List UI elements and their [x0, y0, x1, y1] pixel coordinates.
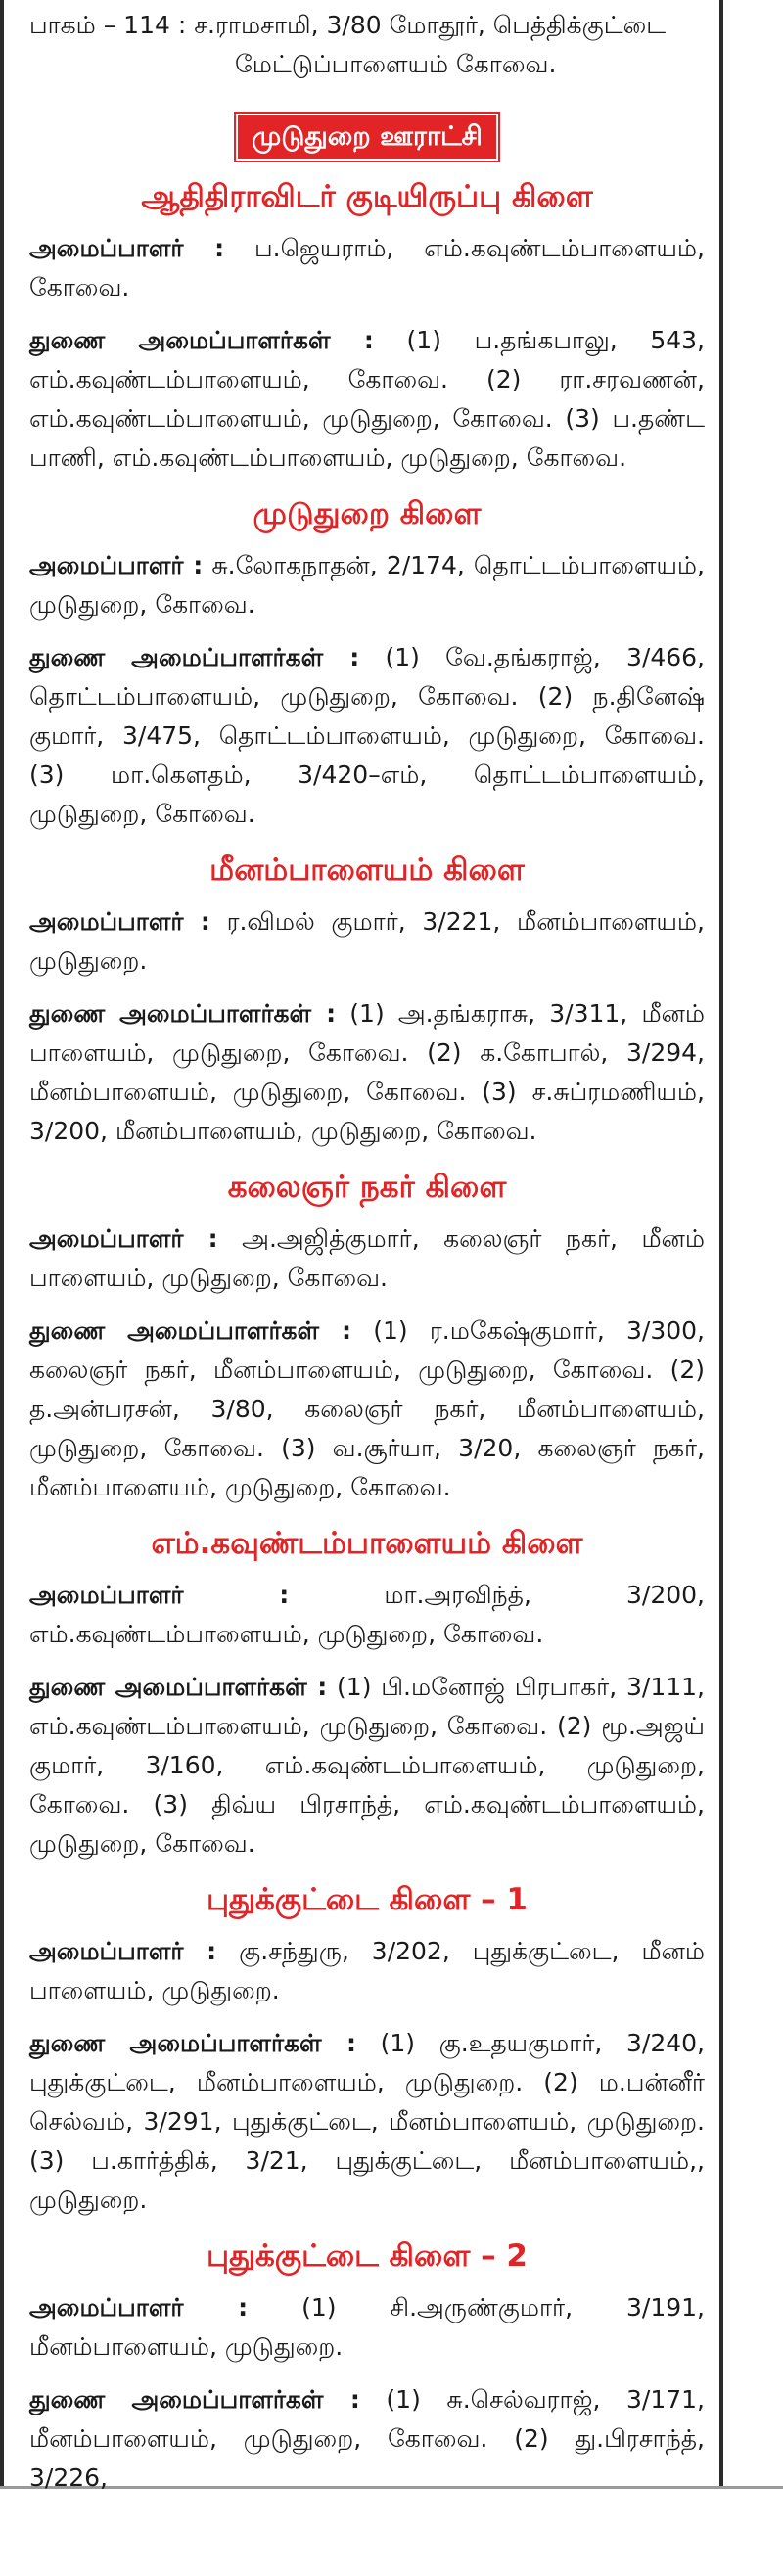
deputy-text: (1) அ.தங்கராசு, 3/311, மீனம் பாளையம், முடுதுறை, கோவை. (2) க.கோபால், 3/294, மீனம்பாளையம், முடுதுறை, கோவை. (3) ச.சுப்ரமணியம், 3/200, மீனம்பாளையம், முடுதுறை, கோவை.	[29, 999, 705, 1145]
branch-title: எம்.கவுண்டம்பாளையம் கிளை	[151, 1526, 583, 1561]
president-label: அமைப்பாளர் :	[29, 907, 210, 936]
left-column-rule	[0, 0, 4, 2486]
branch-title: கலைஞர் நகர் கிளை	[227, 1170, 507, 1205]
branch-title: ஆதிதிராவிடர் குடியிருப்பு கிளை	[141, 179, 593, 214]
branch-block	[29, 491, 705, 834]
branch-title: புதுக்குட்டை கிளை – 1	[207, 1882, 528, 1917]
president-label: அமைப்பாளர் :	[29, 234, 225, 262]
president-label: அமைப்பாளர் :	[29, 1937, 217, 1965]
president-text: கு.சந்துரு, 3/202, புதுக்குட்டை, மீனம் பாளையம், முடுதுறை.	[29, 1937, 705, 2004]
branch-block	[29, 2233, 705, 2498]
deputy-line	[29, 2024, 705, 2220]
deputy-label: துணை அமைப்பாளர்கள் :	[29, 2385, 360, 2414]
president-label: அமைப்பாளர் :	[29, 1224, 218, 1253]
deputy-label: துணை அமைப்பாளர்கள் :	[29, 643, 360, 671]
president-line	[29, 229, 705, 307]
president-line	[29, 1932, 705, 2010]
branch-title: புதுக்குட்டை கிளை – 2	[207, 2238, 528, 2274]
ward-header-continuation: மேட்டுப்பாளையம் கோவை.	[235, 50, 557, 78]
president-text: மா.அரவிந்த், 3/200, எம்.கவுண்டம்பாளையம், முடுதுறை, கோவை.	[29, 1581, 705, 1648]
branch-block	[29, 1165, 705, 1507]
deputy-text: (1) பி.மனோஜ் பிரபாகர், 3/111, எம்.கவுண்டம்பாளையம், முடுதுறை, கோவை. (2) மூ.அஜய் குமார், 3/160, எம்.கவுண்டம்பாளையம், முடுதுறை, கோவை. (3) திவ்ய பிரசாந்த், எம்.கவுண்டம்பாளையம், முடுதுறை, கோவை.	[29, 1673, 705, 1858]
deputy-line	[29, 1311, 705, 1507]
deputy-line	[29, 2380, 705, 2498]
deputy-label: துணை அமைப்பாளர்கள் :	[29, 2029, 356, 2057]
deputy-text: (1) கு.உதயகுமார், 3/240, புதுக்குட்டை, மீனம்பாளையம், முடுதுறை. (2) ம.பன்னீர் செல்வம், 3/291, புதுக்குட்டை, மீனம்பாளையம், முடுதுறை. (3) ப.கார்த்திக், 3/21, புதுக்குட்டை, மீனம்பாளையம்,, முடுதுறை.	[29, 2029, 705, 2214]
president-text: ர.விமல் குமார், 3/221, மீனம்பாளையம், முடுதுறை.	[29, 907, 705, 975]
branch-title: மீனம்பாளையம் கிளை	[209, 852, 525, 888]
president-label: அமைப்பாளர் :	[29, 551, 204, 579]
branch-block	[29, 174, 705, 478]
deputy-line	[29, 638, 705, 834]
president-label: அமைப்பாளர் :	[29, 2293, 249, 2322]
president-text: ப.ஜெயராம், எம்.கவுண்டம்பாளையம், கோவை.	[29, 234, 705, 301]
president-text: சு.லோகநாதன், 2/174, தொட்டம்பாளையம், முடுதுறை, கோவை.	[29, 551, 705, 619]
president-line	[29, 1219, 705, 1298]
president-line	[29, 902, 705, 981]
branch-block	[29, 848, 705, 1151]
deputy-label: துணை அமைப்பாளர்கள் :	[29, 326, 374, 354]
section-heading-wrap	[29, 114, 705, 161]
deputy-label: துணை அமைப்பாளர்கள் :	[29, 1316, 352, 1345]
branch-block	[29, 1877, 705, 2220]
deputy-label: துணை அமைப்பாளர்கள் :	[29, 999, 337, 1028]
deputy-label: துணை அமைப்பாளர்கள் :	[29, 1673, 328, 1701]
branch-block	[29, 1521, 705, 1863]
branch-title: முடுதுறை கிளை	[253, 496, 482, 531]
section-heading: முடுதுறை ஊராட்சி	[236, 114, 498, 161]
deputy-text: (1) ர.மகேஷ்குமார், 3/300, கலைஞர் நகர், மீனம்பாளையம், முடுதுறை, கோவை. (2) த.அன்பரசன், 3/80, கலைஞர் நகர், மீனம்பாளையம், முடுதுறை, கோவை. (3) வ.சூர்யா, 3/20, கலைஞர் நகர், மீனம்பாளையம், முடுதுறை, கோவை.	[29, 1316, 705, 1501]
deputy-text: (1) சு.செல்வராஜ், 3/171, மீனம்பாளையம், முடுதுறை, கோவை. (2) து.பிரசாந்த், 3/226,	[29, 2385, 705, 2492]
president-text: அ.அஜித்குமார், கலைஞர் நகர், மீனம் பாளையம், முடுதுறை, கோவை.	[29, 1224, 705, 1292]
president-text: (1) சி.அருண்குமார், 3/191, மீனம்பாளையம், முடுதுறை.	[29, 2293, 706, 2361]
document-content	[29, 6, 705, 2511]
president-line	[29, 546, 705, 624]
president-line	[29, 1576, 705, 1654]
president-line	[29, 2288, 705, 2367]
deputy-line	[29, 321, 705, 478]
deputy-text: (1) ப.தங்கபாலு, 543, எம்.கவுண்டம்பாளையம், கோவை. (2) ரா.சரவணன், எம்.கவுண்டம்பாளையம், முடுதுறை, கோவை. (3) ப.தண்ட பாணி, எம்.கவுண்டம்பாளையம், முடுதுறை, கோவை.	[29, 326, 705, 472]
deputy-text: (1) வே.தங்கராஜ், 3/466, தொட்டம்பாளையம், முடுதுறை, கோவை. (2) ந.தினேஷ் குமார், 3/475, தொட்டம்பாளையம், முடுதுறை, கோவை. (3) மா.கௌதம், 3/420–எம், தொட்டம்பாளையம், முடுதுறை, கோவை.	[29, 643, 705, 828]
right-column-rule	[719, 0, 723, 2486]
deputy-line	[29, 1668, 705, 1863]
president-label: அமைப்பாளர் :	[29, 1581, 290, 1609]
ward-header-line: பாகம் – 114 : ச.ராமசாமி, 3/80 மோதூர், பெத்திக்குட்டை	[29, 11, 667, 39]
deputy-line	[29, 994, 705, 1151]
